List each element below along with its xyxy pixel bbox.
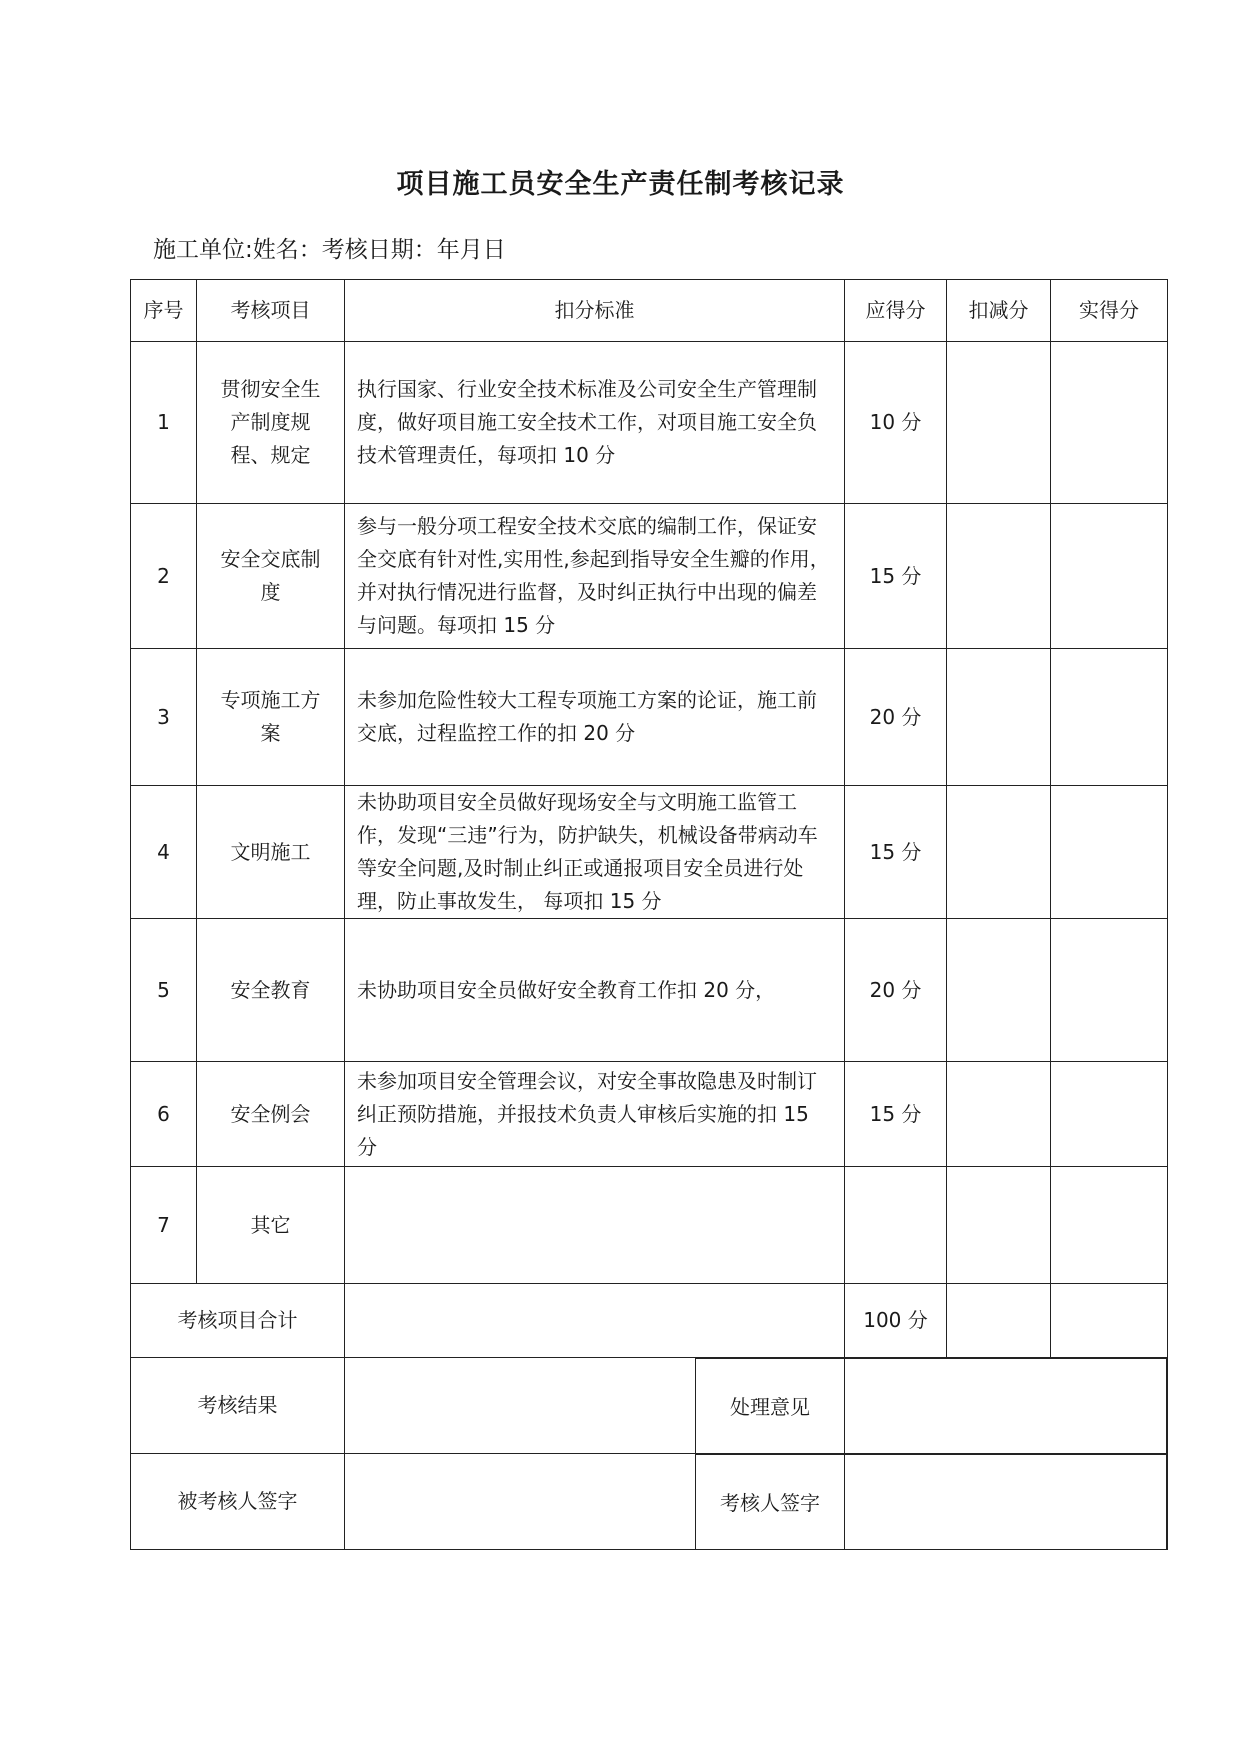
header-deduct: 扣减分 xyxy=(947,280,1051,342)
row-score: 15 分 xyxy=(845,1062,947,1167)
row-score: 15 分 xyxy=(845,786,947,919)
row-score: 15 分 xyxy=(845,504,947,649)
row-item: 安全教育 xyxy=(197,919,345,1062)
total-deduct-cell[interactable] xyxy=(947,1284,1051,1358)
row-score: 20 分 xyxy=(845,649,947,786)
row-no: 7 xyxy=(131,1167,197,1284)
table-row xyxy=(131,504,1168,649)
row-no: 1 xyxy=(131,342,197,504)
bottom-row-divider-overlay xyxy=(695,1358,1167,1454)
examiner-signature-label: 考核人签字 xyxy=(696,1455,845,1549)
opinion-value-cell[interactable] xyxy=(845,1359,1166,1453)
document-title: 项目施工员安全生产责任制考核记录 xyxy=(396,169,845,200)
row-actual-cell[interactable] xyxy=(1051,919,1168,1062)
row-no: 2 xyxy=(131,504,197,649)
row-actual-cell[interactable] xyxy=(1051,504,1168,649)
row-deduct-cell[interactable] xyxy=(947,649,1051,786)
header-row xyxy=(131,280,1168,342)
row-item: 贯彻安全生产制度规程、规定 xyxy=(197,342,345,504)
header-actual: 实得分 xyxy=(1051,280,1168,342)
examinee-signature-label: 被考核人签字 xyxy=(131,1454,345,1550)
row-no: 3 xyxy=(131,649,197,786)
row-actual-cell[interactable] xyxy=(1051,1167,1168,1284)
row-standard: 参与一般分项工程安全技术交底的编制工作，保证安全交底有针对性,实用性,参起到指导安全生瓣的作用，并对执行情况进行监督，及时纠正执行中出现的偏差与问题。每项扣 15 分 xyxy=(345,504,845,649)
row-standard: 未参加危险性较大工程专项施工方案的论证，施工前交底，过程监控工作的扣 20 分 xyxy=(345,649,845,786)
table-row xyxy=(131,1062,1168,1167)
result-label: 考核结果 xyxy=(131,1358,345,1454)
row-deduct-cell[interactable] xyxy=(947,342,1051,504)
meta-line: 施工单位:姓名：考核日期：年月日 xyxy=(153,237,506,263)
row-item: 专项施工方案 xyxy=(197,649,345,786)
row-item: 文明施工 xyxy=(197,786,345,919)
total-row xyxy=(131,1284,1168,1358)
table-row xyxy=(131,342,1168,504)
header-score: 应得分 xyxy=(845,280,947,342)
total-actual-cell[interactable] xyxy=(1051,1284,1168,1358)
row-no: 4 xyxy=(131,786,197,919)
opinion-label: 处理意见 xyxy=(696,1359,845,1453)
header-item: 考核项目 xyxy=(197,280,345,342)
row-actual-cell[interactable] xyxy=(1051,342,1168,504)
row-standard: 未参加项目安全管理会议，对安全事故隐患及时制订纠正预防措施，并报技术负责人审核后实施的扣 15 分 xyxy=(345,1062,845,1167)
row-score: 10 分 xyxy=(845,342,947,504)
table-row xyxy=(131,919,1168,1062)
row-standard: 执行国家、行业安全技术标准及公司安全生产管理制度，做好项目施工安全技术工作，对项目施工安全负技术管理责任，每项扣 10 分 xyxy=(345,342,845,504)
row-score: 20 分 xyxy=(845,919,947,1062)
row-no: 5 xyxy=(131,919,197,1062)
examiner-signature-cell[interactable] xyxy=(845,1455,1166,1549)
row-actual-cell[interactable] xyxy=(1051,1062,1168,1167)
row-deduct-cell[interactable] xyxy=(947,1167,1051,1284)
table-row xyxy=(131,649,1168,786)
row-actual-cell[interactable] xyxy=(1051,786,1168,919)
header-no: 序号 xyxy=(131,280,197,342)
row-deduct-cell[interactable] xyxy=(947,786,1051,919)
bottom-row-divider-overlay xyxy=(695,1454,1167,1550)
row-actual-cell[interactable] xyxy=(1051,649,1168,786)
row-item: 其它 xyxy=(197,1167,345,1284)
table-row xyxy=(131,1167,1168,1284)
total-score: 100 分 xyxy=(845,1284,947,1358)
header-standard: 扣分标准 xyxy=(345,280,845,342)
row-deduct-cell[interactable] xyxy=(947,504,1051,649)
row-score[interactable] xyxy=(845,1167,947,1284)
total-label: 考核项目合计 xyxy=(131,1284,345,1358)
row-deduct-cell[interactable] xyxy=(947,1062,1051,1167)
row-standard: 未协助项目安全员做好现场安全与文明施工监管工作，发现“三违”行为，防护缺失，机械设备带病动车等安全问题,及时制止纠正或通报项目安全员进行处理，防止事故发生， 每项扣 15 分 xyxy=(345,786,845,919)
row-deduct-cell[interactable] xyxy=(947,919,1051,1062)
row-item: 安全例会 xyxy=(197,1062,345,1167)
row-standard[interactable] xyxy=(345,1167,845,1284)
total-standard-cell xyxy=(345,1284,845,1358)
row-standard: 未协助项目安全员做好安全教育工作扣 20 分， xyxy=(345,919,845,1062)
table-row xyxy=(131,786,1168,919)
row-item: 安全交底制度 xyxy=(197,504,345,649)
row-no: 6 xyxy=(131,1062,197,1167)
